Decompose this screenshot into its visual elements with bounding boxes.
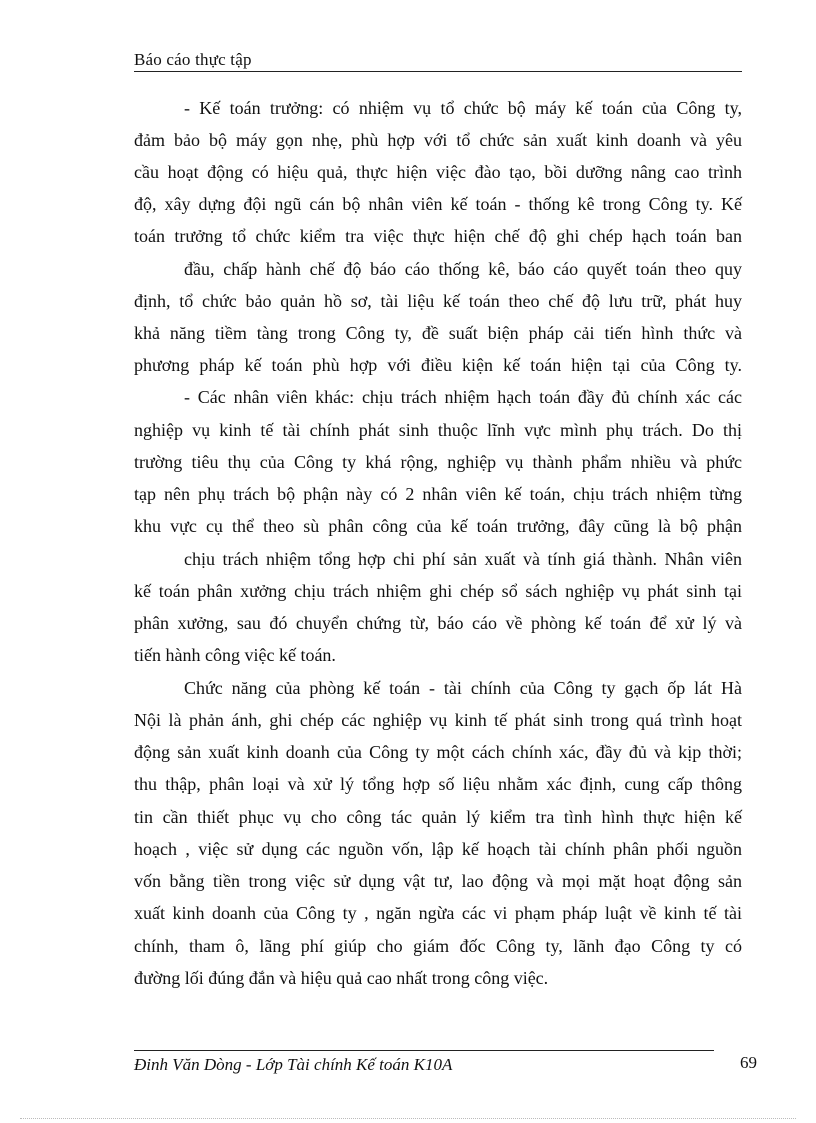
text-line: kế toán phân xưởng chịu trách nhiệm ghi chép sổ sách nghiệp vụ phát sinh tại <box>134 581 742 601</box>
text-line: vốn bằng tiền trong việc sử dụng vật tư, lao động và mọi mặt hoạt động sản <box>134 871 742 891</box>
text-line: phân xưởng, sau đó chuyển chứng từ, báo cáo về phòng kế toán để xử lý và <box>134 613 742 633</box>
text-line: khu vực cụ thể theo sù phân công của kế toán trưởng, đây cũng là bộ phận <box>134 516 742 536</box>
text-line: thu thập, phân loại và xử lý tổng hợp số liệu nhằm xác định, cung cấp thông <box>134 774 742 794</box>
text-line: đường lối đúng đắn và hiệu quả cao nhất trong công việc. <box>134 968 549 988</box>
footer-rule <box>134 1050 714 1051</box>
text-line: định, tổ chức bảo quản hồ sơ, tài liệu kế toán theo chế độ lưu trữ, phát huy <box>134 291 742 311</box>
text-line: đảm bảo bộ máy gọn nhẹ, phù hợp với tổ chức sản xuất kinh doanh và yêu <box>134 130 742 150</box>
text-line: Nội là phản ánh, ghi chép các nghiệp vụ kinh tế phát sinh trong quá trình hoạt <box>134 710 742 730</box>
text-line: chịu trách nhiệm tổng hợp chi phí sản xuất và tính giá thành. Nhân viên <box>184 549 742 569</box>
page-edge-divider <box>20 1118 796 1119</box>
text-line: khả năng tiềm tàng trong Công ty, đề suất biện pháp cải tiến hình thức và <box>134 323 742 343</box>
text-line: cầu hoạt động có hiệu quả, thực hiện việc đào tạo, bồi dưỡng nâng cao trình <box>134 162 742 182</box>
text-line: xuất kinh doanh của Công ty , ngăn ngừa các vi phạm pháp luật về kinh tế tài <box>134 903 742 923</box>
text-line: tiến hành công việc kế toán. <box>134 645 336 665</box>
text-line: chính, tham ô, lãng phí giúp cho giám đốc Công ty, lãnh đạo Công ty có <box>134 936 742 956</box>
text-line: phương pháp kế toán phù hợp với điều kiện kế toán hiện tại của Công ty. <box>134 355 742 375</box>
text-line: toán trưởng tổ chức kiểm tra việc thực hiện chế độ ghi chép hạch toán ban <box>134 226 742 246</box>
text-line: trường tiêu thụ của Công ty khá rộng, nghiệp vụ thành phẩm nhiều và phức <box>134 452 742 472</box>
text-line: Chức năng của phòng kế toán - tài chính của Công ty gạch ốp lát Hà <box>184 678 742 698</box>
page-header-title: Báo cáo thực tập <box>134 50 252 69</box>
text-line: nghiệp vụ kinh tế tài chính phát sinh thuộc lĩnh vực mình phụ trách. Do thị <box>134 420 742 440</box>
text-line: tin cần thiết phục vụ cho công tác quản lý kiểm tra tình hình thực hiện kế <box>134 807 742 827</box>
text-line: đầu, chấp hành chế độ báo cáo thống kê, báo cáo quyết toán theo quy <box>184 259 742 279</box>
text-line: - Các nhân viên khác: chịu trách nhiệm hạch toán đầy đủ chính xác các <box>184 387 742 407</box>
text-line: - Kế toán trưởng: có nhiệm vụ tổ chức bộ máy kế toán của Công ty, <box>184 98 742 118</box>
text-line: độ, xây dựng đội ngũ cán bộ nhân viên kế toán - thống kê trong Công ty. Kế <box>134 194 742 214</box>
footer-author: Đinh Văn Dòng - Lớp Tài chính Kế toán K10A <box>134 1055 453 1074</box>
header-rule <box>134 71 742 72</box>
text-line: tạp nên phụ trách bộ phận này có 2 nhân viên kế toán, chịu trách nhiệm từng <box>134 484 742 504</box>
text-line: động sản xuất kinh doanh của Công ty một cách chính xác, đầy đủ và kịp thời; <box>134 742 742 762</box>
text-line: hoạch , việc sử dụng các nguồn vốn, lập kế hoạch tài chính phân phối nguồn <box>134 839 742 859</box>
page-number: 69 <box>740 1053 757 1072</box>
